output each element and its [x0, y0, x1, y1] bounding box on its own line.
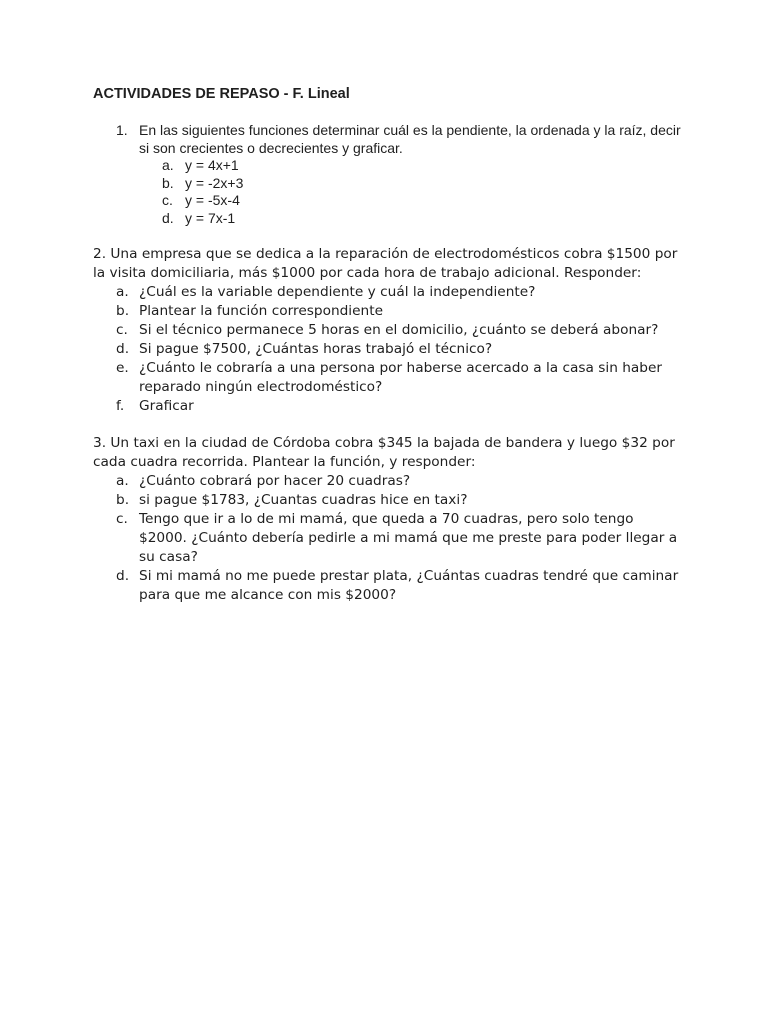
- item-text: ¿Cuánto cobrará por hacer 20 cuadras?: [139, 473, 411, 489]
- question-1-number: 1.: [116, 122, 128, 138]
- item-text: Si pague $7500, ¿Cuántas horas trabajó el técnico?: [139, 341, 493, 357]
- question-1-list: [93, 157, 683, 227]
- item-text: Tengo que ir a lo de mi mamá, que queda a 70 cuadras, pero solo tengo $2000. ¿Cuánto debería pedirle a mi mamá que me preste para poder llegar a su casa?: [139, 511, 678, 565]
- list-item: [162, 209, 683, 228]
- item-letter: a.: [116, 473, 129, 489]
- item-letter: c.: [162, 192, 173, 208]
- question-3-list: [93, 472, 683, 605]
- item-letter: a.: [162, 157, 174, 173]
- list-item: [93, 472, 683, 491]
- item-letter: a.: [116, 284, 129, 300]
- item-text: Plantear la función correspondiente: [139, 303, 383, 319]
- item-letter: f.: [116, 398, 125, 414]
- list-item: [93, 302, 683, 321]
- list-item: [93, 359, 683, 397]
- item-letter: b.: [116, 303, 130, 319]
- item-text: Si el técnico permanece 5 horas en el domicilio, ¿cuánto se deberá abonar?: [139, 322, 659, 338]
- list-item: [93, 491, 683, 510]
- item-text: si pague $1783, ¿Cuantas cuadras hice en taxi?: [139, 492, 468, 508]
- item-text: y = -5x-4: [185, 192, 240, 208]
- item-letter: d.: [116, 341, 130, 357]
- item-letter: d.: [116, 568, 130, 584]
- list-item: [162, 174, 683, 193]
- question-3: [93, 434, 683, 605]
- item-text: Si mi mamá no me puede prestar plata, ¿Cuántas cuadras tendré que caminar para que me alcance con mis $2000?: [139, 568, 679, 603]
- list-item: [93, 397, 683, 416]
- list-item: [93, 510, 683, 567]
- question-3-text: 3. Un taxi en la ciudad de Córdoba cobra $345 la bajada de bandera y luego $32 por cada cuadra recorrida. Plantear la función, y responder:: [93, 435, 675, 470]
- document-title: ACTIVIDADES DE REPASO - F. Lineal: [93, 86, 350, 102]
- list-item: [162, 192, 683, 210]
- item-letter: c.: [116, 511, 128, 527]
- question-1: [93, 122, 683, 157]
- item-text: ¿Cuánto le cobraría a una persona por haberse acercado a la casa sin haber reparado ningún electrodoméstico?: [139, 360, 663, 395]
- item-letter: b.: [116, 492, 130, 508]
- item-text: ¿Cuál es la variable dependiente y cuál la independiente?: [139, 284, 536, 300]
- question-2-list: [93, 283, 683, 416]
- question-2-text: 2. Una empresa que se dedica a la reparación de electrodomésticos cobra $1500 por la visita domiciliaria, más $1000 por cada hora de trabajo adicional. Responder:: [93, 246, 678, 281]
- list-item: [93, 567, 683, 605]
- item-letter: e.: [116, 360, 129, 376]
- item-text: y = -2x+3: [185, 174, 244, 191]
- list-item: [93, 283, 683, 302]
- item-text: Graficar: [139, 398, 194, 414]
- item-letter: b.: [162, 174, 174, 191]
- item-text: y = 4x+1: [185, 157, 239, 173]
- list-item: [93, 321, 683, 340]
- question-1-text: En las siguientes funciones determinar cuál es la pendiente, la ordenada y la raíz, decir si son crecientes o decrecientes y graficar.: [139, 122, 681, 156]
- list-item: [162, 157, 683, 175]
- item-letter: d.: [162, 209, 174, 226]
- item-letter: c.: [116, 322, 128, 338]
- document-page: [93, 86, 683, 605]
- list-item: [93, 340, 683, 359]
- item-text: y = 7x-1: [185, 209, 236, 226]
- question-2: [93, 245, 683, 416]
